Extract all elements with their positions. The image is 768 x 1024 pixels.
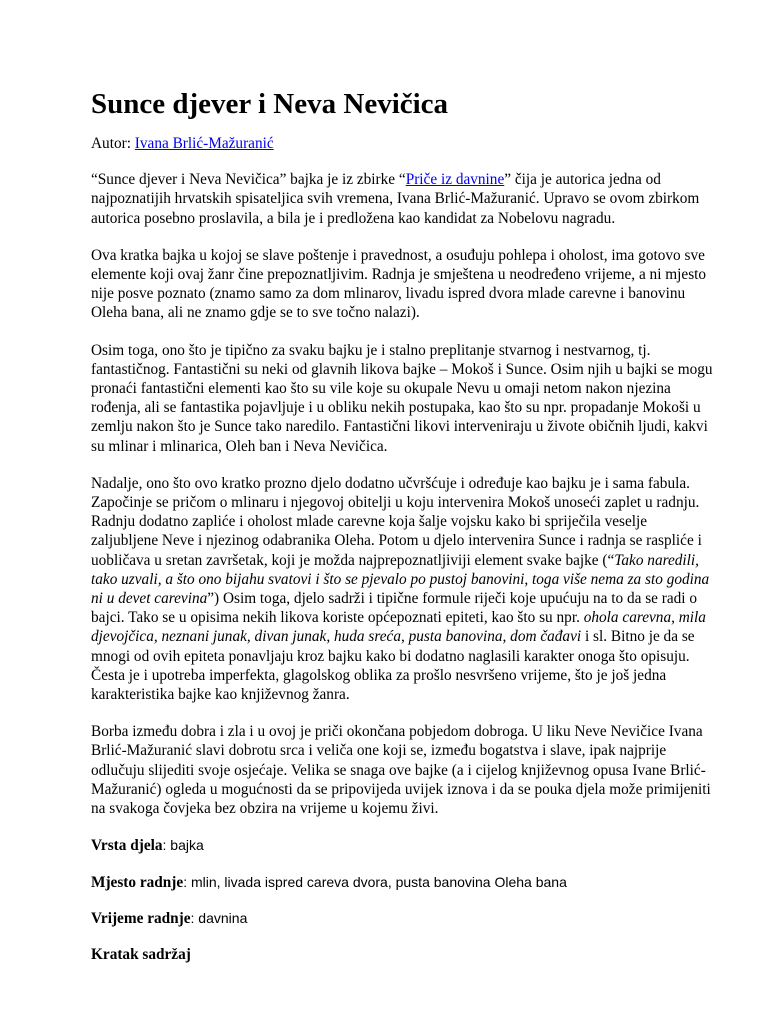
epithets-list: ohola carevna, mila djevojčica, neznani junak, divan junak, huda sreća, pusta banovina, dom čađavi: [91, 609, 706, 646]
work-details: [91, 836, 713, 964]
author-line: [91, 134, 713, 153]
page-title: Sunce djever i Neva Nevičica: [91, 88, 449, 120]
plot-text-3: i sl. Bitno je da se mnogi od ovih epiteta ponavljaju kroz bajku kako bi dodatno naglasili karakter onoga što opisuju. Česta je i upotreba imperfekta, glagolskog oblika za prošlo nesvršeno vrijeme, što je još jedna karakteristika bajke kao književnog žanra.: [91, 628, 695, 704]
plot-text-1: Nadalje, ono što ovo kratko prozno djelo dodatno učvršćuje i određuje kao bajku je i sama fabula. Započinje se pričom o mlinaru i njegovoj obitelji u koju intervenira Mokoš unoseći zaplet u radnju. Radnju dodatno zapliće i oholost mlade carevne koja šalje vojsku kako bi spriječila veselje zaljubljene Neve i njezinog odabranika Oleha. Potom u djelo intervenira Sunce i radnja se raspliće i uobličava u sretan završetak, koji je možda najprepoznatljiviji element svake bajke (“: [91, 474, 702, 569]
intro-paragraph: [91, 170, 713, 228]
collection-link[interactable]: Priče iz davnine: [405, 171, 505, 189]
author-link[interactable]: Ivana Brlić-Mažuranić: [134, 135, 274, 152]
author-label: Autor:: [91, 135, 131, 152]
genre-label: Vrsta djela: [91, 837, 163, 855]
paragraph-conclusion: Borba između dobra i zla i u ovoj je priči okončana pobjedom dobroga. U liku Neve Nevičice Ivana Brlić-Mažuranić slavi dobrotu srca i veliča one koji se, između bogatstva i slave, ipak najprije odlučuju slijediti svoje osjećaje. Velika se snaga ove bajke (a i cijelog književnog opusa Ivane Brlić-Mažuranić) ogleda u mogućnosti da se pripovijeda uvijek iznova i da se pouka djela može primijeniti na svakoga čovjeka bez obzira na vrijeme u kojemu živi.: [91, 723, 711, 818]
summary-heading: [91, 945, 713, 964]
genre-value: : bajka: [162, 837, 204, 854]
paragraph-fantasy: Osim toga, ono što je tipično za svaku bajku je i stalno preplitanje stvarnog i nestvarnog, tj. fantastičnog. Fantastični su neki od glavnih likova bajke – Mokoš i Sunce. Osim njih u bajki se mogu pronaći fantastični elementi kao što su vile koje su okupale Nevu u omaji netom nakon njezina rođenja, ali se fantastika pojavljuje i u obliku nekih postupaka, kao što su npr. propadanje Mokoši u zemlju nakon što je Sunce tako naredilo. Fantastični likovi interveniraju u živote običnih ljudi, kakvi su mlinar i mlinarica, Oleh ban i Neva Nevičica.: [91, 341, 713, 455]
intro-text-start: “Sunce djever i Neva Nevičica” bajka je iz zbirke “: [91, 171, 406, 189]
genre-line: [91, 836, 713, 855]
place-value: : mlin, livada ispred careva dvora, pusta banovina Oleha bana: [183, 873, 567, 890]
time-value: : davnina: [190, 909, 248, 926]
paragraph-setting: Ova kratka bajka u kojoj se slave poštenje i pravednost, a osuđuju pohlepa i oholost, ima gotovo sve elemente koji ovaj žanr čine prepoznatljivim. Radnja je smještena u neodređeno vrijeme, a ni mjesto nije posve poznato (znamo samo za dom mlinarov, livadu ispred dvora mlade carevne i banovinu Oleha bana, ali ne znamo gdje se to sve točno nalazi).: [91, 246, 707, 322]
paragraph-plot: [91, 474, 713, 704]
time-label: Vrijeme radnje: [91, 909, 191, 927]
ending-quote: Tako naredili, tako uzvali, a što ono bijahu svatovi i što se pjevalo po pustoj banovini, toga više nema za sto godina ni u devet carevina: [91, 551, 710, 608]
intro-text-end: ” čija je autorica jedna od najpoznatijih hrvatskih spisateljica svih vremena, Ivana Brlić-Mažuranić. Upravo se ovom zbirkom autorica posebno proslavila, a bila je i predložena kao kandidat za Nobelovu nagradu.: [91, 171, 700, 227]
place-line: [91, 873, 713, 892]
plot-text-2: ”) Osim toga, djelo sadrži i tipične formule riječi koje upućuju na to da se radi o bajci. Tako se u opisima nekih likova koriste općepoznati epiteti, kao što su npr.: [91, 590, 698, 627]
time-line: [91, 909, 713, 928]
place-label: Mjesto radnje: [91, 873, 184, 891]
document-body: [91, 134, 713, 981]
summary-heading-text: Kratak sadržaj: [91, 945, 191, 963]
